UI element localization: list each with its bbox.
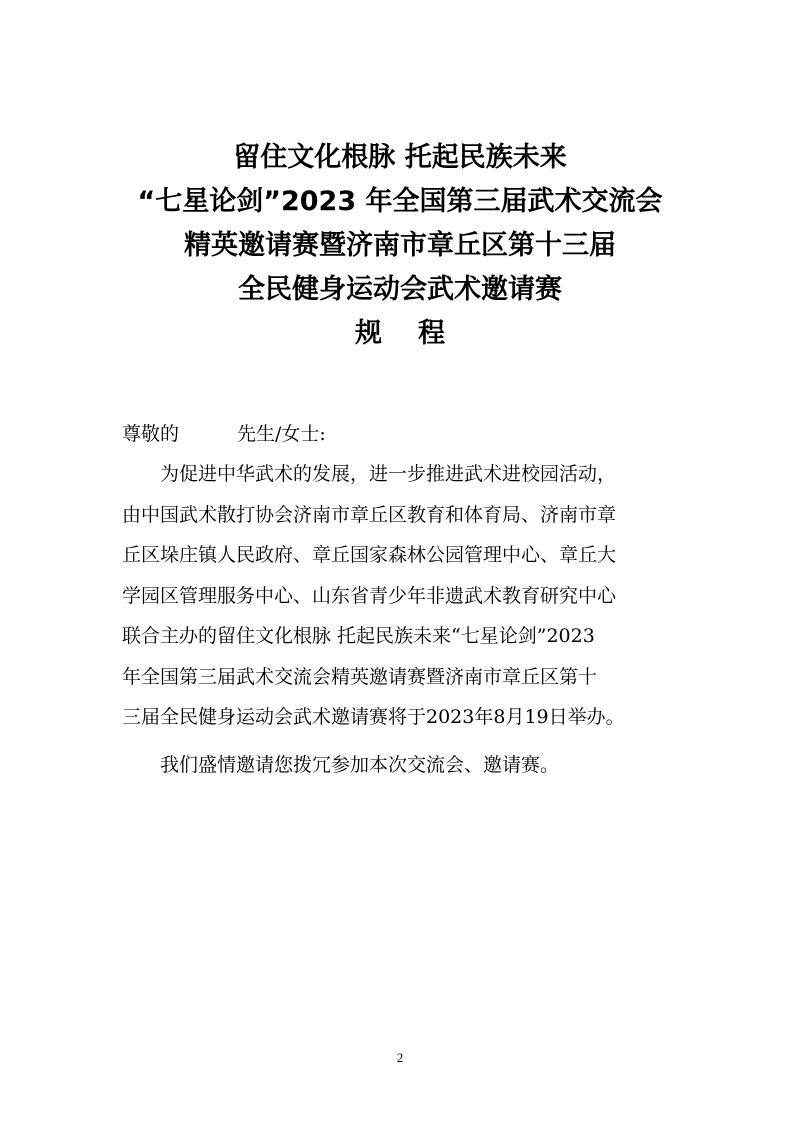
salutation-suffix: 先生/女士:	[237, 423, 326, 445]
title-line-5: 规程	[355, 318, 481, 349]
document-title	[0, 136, 800, 356]
title-line-4: 全民健身运动会武术邀请赛	[238, 274, 562, 305]
page-number: 2	[396, 1050, 404, 1065]
paragraph-1-line: 联合主办的留住文化根脉 托起民族未来“七星论剑”2023	[122, 625, 595, 647]
paragraph-2: 我们盛情邀请您拨冗参加本次交流会、邀请赛。	[160, 753, 560, 776]
paragraph-1-line: 三届全民健身运动会武术邀请赛将于2023年8月19日举办。	[122, 706, 625, 728]
paragraph-1-line: 学园区管理服务中心、山东省青少年非遗武术教育研究中心	[122, 584, 617, 607]
title-line-1: 留住文化根脉 托起民族未来	[233, 142, 567, 173]
paragraph-1-line: 年全国第三届武术交流会精英邀请赛暨济南市章丘区第十	[122, 665, 598, 688]
salutation	[122, 414, 692, 454]
paragraph-1-line: 丘区垛庄镇人民政府、章丘国家森林公园管理中心、章丘大	[122, 544, 617, 566]
title-line-3: 精英邀请赛暨济南市章丘区第十三届	[184, 230, 616, 261]
title-line-2: “七星论剑”2023 年全国第三届武术交流会	[137, 186, 663, 217]
paragraph-1-line: 为促进中华武术的发展，进一步推进武术进校园活动，	[160, 463, 617, 485]
paragraph-1	[122, 454, 692, 738]
paragraph-1-line: 由中国武术散打协会济南市章丘区教育和体育局、济南市章	[122, 503, 617, 526]
letter-body	[122, 414, 692, 785]
salutation-prefix: 尊敬的	[122, 423, 180, 445]
